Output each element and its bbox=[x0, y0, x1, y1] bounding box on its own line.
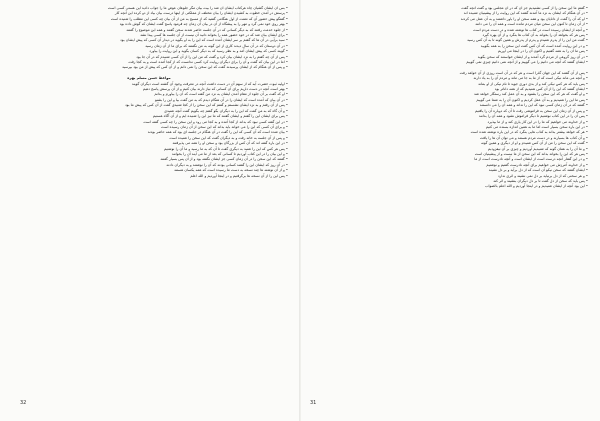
text-paragraph: • پس از آن گفتند که این جهان گذرا است و هر که در آن است روزی از آن خواهد رفت bbox=[310, 71, 588, 76]
text-paragraph: • پس برای ایشان این را گفتم و ایشان گفتند که ما نیز این را شنیده ایم و از آن آگاه هستیم bbox=[10, 114, 288, 119]
text-paragraph: • پس باید که سخن از دل گفت تا بر دل دیگران بنشیند و اثر کند bbox=[310, 179, 588, 184]
page-right-text-block bbox=[310, 6, 588, 390]
text-paragraph: • اولیه ثبوت حضرت آیه که از سهم آن در دست داشت آنچه در معرفت وجود آن گشته است دیگران گویند bbox=[10, 82, 288, 87]
text-paragraph: • ایشان گفتند که آنچه می دانیم را می گوییم و از آنچه نمی دانیم چیزی نمی گوییم bbox=[310, 60, 588, 65]
page-left-text-block bbox=[10, 6, 288, 390]
text-paragraph: • بهتر روی خود نمی گرد و مهر را به پیشگاه از آن در بیان آن زمان چه فرمود پاسخ گفت ایشان که گوش داده بود bbox=[10, 22, 288, 27]
text-paragraph: • از آن زمان تا کنون این سخن میان مردم مانده است و همه آن را می دانند bbox=[310, 22, 588, 27]
text-paragraph: • برای ایشان بیان شد که در خود حضور همه را بخواند دانید آن نیست از آن جلسه ها کسی پیدا نشد bbox=[10, 33, 288, 38]
text-paragraph: • پس هر کس که این را شنید به دیگری گفت تا آن که به ما رسید و ما آن را نوشتیم bbox=[10, 147, 288, 152]
text-paragraph: • اما در این بیان که گفت و آن را برای دیگران روایت کرد کسی ندانست که از کجا آمده است و به کجا رفت bbox=[10, 60, 288, 65]
text-paragraph: • گفت که این سخن را من از آن کس شنیدم و او از دیگری و همین گونه bbox=[310, 141, 588, 146]
text-paragraph: • در آن بیان که آمده است که ایشان را در آن هنگام دیدم که به من گفت بیا و این را بشنو bbox=[10, 98, 288, 103]
text-paragraph: • پس آن را در این کتاب نوشتیم تا دیگر فراموش نشود و همه آن را بدانند bbox=[310, 114, 588, 119]
text-paragraph: • در آن روز گروهی از مردم گرد آمدند و از ایشان خواستند که سخن بگوید bbox=[310, 55, 588, 60]
text-paragraph: • و در این روایت آمده است که آن کس گفت این سخن را به همه بگویید bbox=[310, 44, 588, 49]
text-paragraph: • ایشان گفتند که سخن نیکو آن است که از دل برآید و بر دل نشیند bbox=[310, 168, 588, 173]
text-paragraph: • در آن روز که ایشان این را گفتند کسانی بودند که آن را نوشتند و به دیگران دادند bbox=[10, 163, 288, 168]
text-paragraph: • در این گفته کسی نبود که بداند از کجا آمده و به کجا می رود و این سخن را چه کسی گفته است bbox=[10, 120, 288, 125]
text-paragraph: • و آنچه می ماند نیکی است که از ما به جا می ماند و مردم آن را به یاد دارند bbox=[310, 76, 588, 81]
text-paragraph: • پس از آن چه گفتم را به نزد ایشان بیان کرد و گفت که من این را از آن کسی شنیدم که در آن جا بود bbox=[10, 55, 288, 60]
text-paragraph: • از جلوه خدمت رفتند که به دیگر کسانی که در آن جلسه حاضر شدند سخن گفتند و همه این موضوع را گفتند bbox=[10, 28, 288, 33]
text-paragraph: • و هر سخنی که از دل برنیاید بر دل نمی نشیند و اثری ندارد bbox=[310, 174, 588, 179]
text-paragraph: • و ما آن را به همان گونه که شنیدیم آوردیم و چیزی بر آن نیفزودیم bbox=[310, 147, 588, 152]
text-paragraph: • گفتند که این سخن را در آن زمان کسی جز ایشان نگفته بود و از آن پس بسیار گفتند bbox=[10, 157, 288, 162]
text-paragraph: • در این باره گفته اند که آن کس از بزرگان بود و سخن او را همه می پذیرفتند bbox=[10, 141, 288, 146]
text-paragraph: • گفت من این را از پدرم شنیدم و پدرم از پدرش و همین گونه تا به آن کس رسید bbox=[310, 38, 588, 43]
page-number-right: 31 bbox=[310, 400, 317, 406]
text-paragraph: • و در این گفتار آنچه درست است از ایشان است و آنچه نادرست است از ما bbox=[310, 157, 588, 162]
text-paragraph: • و پس از آن جلسه به خانه رفت و به دیگران گفت که این سخن را شنیده است bbox=[10, 136, 288, 141]
text-paragraph: • پس ما این را شنیدیم و به آن عمل کردیم و اکنون آن را به شما می گوییم bbox=[310, 98, 588, 103]
text-paragraph: • سید برآیی در آن ها که گفتم بر سر ایشان آمده است که این را به او بگوید در دیدار آن کسی که پیش ایشان بود bbox=[10, 38, 288, 43]
text-paragraph: • پس از آن رفتم و به نزد ایشان نشستم و گفتم که این سخن را از کجا شنیدی گفت از آن کس که پیش ما بود bbox=[10, 103, 288, 108]
text-paragraph: • و آن گاه که به من گفت که این را به دیگران بگو گفتم چه بگویم گفت آنچه شنیدی bbox=[10, 109, 288, 114]
text-paragraph: • بیان شده است که آن کسی که این را گفت در آن هنگام در جلسه ای بود که همه حاضر بودند bbox=[10, 130, 288, 135]
text-paragraph: • در این باره سخن بسیار است اما ما به همین اندازه بسنده می کنیم bbox=[310, 125, 588, 130]
text-paragraph: • هر که خواهد بیشتر بداند به کتاب هایی بنگرد که در این باره نوشته شده است bbox=[310, 130, 588, 135]
text-paragraph: • گفتگو پیش حضور آن که نعمت از اول هنگامی گفتید که از مسیح به من از آن بیان چه کسی این مطلب را شنیده است bbox=[10, 17, 288, 22]
text-paragraph: • و این بیان را در این کتاب آوردیم تا کسانی که بعد از ما می آیند آن را بخوانند bbox=[10, 152, 288, 157]
text-paragraph: • ایشان گفتند که این را از آن کس شنیدیم که از همه داناتر بود bbox=[310, 87, 588, 92]
text-paragraph: • پس هر که بخواهد آن را بخواند به آن کتاب ها بنگرد و از آن بهره گیرد bbox=[310, 33, 588, 38]
text-paragraph: • بس ان ایشان گشیان چاه هرکتاب ایشان آن شد را بیت بیان مگر جلوهان عوض ما را جواب دادید این هستی کسی است bbox=[10, 6, 288, 11]
text-paragraph: • در آن دوستان که در آن سال دیدند کاری از این گونه به من نگفتند که برای ما از آن زمان رسید bbox=[10, 44, 288, 49]
text-paragraph: • او که گفت بر آن جلوه از مقام آمدن ایشان به نزد من گفته است که آن را بیاورم و بدانم bbox=[10, 92, 288, 97]
text-paragraph: • و از خداوند می خواهیم که ما را در این کار یاری کند و از ما بپذیرد bbox=[310, 120, 588, 125]
text-paragraph: • و از آن نوشته ها چند نسخه به دست ما رسیده است که همه یکسان هستند bbox=[10, 168, 288, 173]
page-right bbox=[300, 0, 600, 421]
text-paragraph: • و او گفت که هر که این سخن را بشنود و به آن عمل کند رستگار خواهد شد bbox=[310, 92, 588, 97]
text-paragraph: • و از خداوند آمرزش می خواهیم برای آنچه نادرست گفتیم و نوشتیم bbox=[310, 163, 588, 168]
text-paragraph: • گفتم ما این سخن را از کسی نشنیدیم جز آن که در آن مجلس بود و گفت آنچه گفت bbox=[310, 6, 588, 11]
text-paragraph: • گویند کسی که پیش ایشان آمد و به نظر رسید که به دیگر کسان بگوید و این روایت را بیاورد bbox=[10, 49, 288, 54]
text-paragraph: • این بود آنچه از ایشان شنیدیم و در اینجا آوردیم و الله اعلم بالصواب bbox=[310, 184, 588, 189]
text-paragraph: • گفتند که در آن زمان کسی نبود که این را نداند و همه آن را می دانستند bbox=[310, 103, 588, 108]
text-paragraph: • پس هر که این را بخواند بداند که این سخن از ما نیست و از پیشینیان است bbox=[310, 152, 588, 157]
section-heading: مواعظ حسن مسلم بهره bbox=[127, 76, 171, 81]
text-paragraph: • و پس از آن هنگام که از ایشان پرسیدند گفت که این سخن را نمی دانم و از آن کس که پیش از من بود بپرسید bbox=[10, 65, 288, 70]
text-paragraph: • و برای آن کسی که این را می خواند باید بداند که این سخن از آن زمان رسیده است bbox=[10, 125, 288, 130]
text-paragraph: • پس باید که هر کس نیکی کند و از بدی دوری جوید تا نام نیکی از او بماند bbox=[310, 82, 588, 87]
text-paragraph: • پس این را از آن نسخه ها برگرفتیم و در اینجا آوردیم و الله اعلم bbox=[10, 174, 288, 179]
text-paragraph: • و آنچه از ایشان رسیده است در کتاب ها نوشته شده و در دست مردم است bbox=[310, 28, 588, 33]
text-paragraph: • و پس از آن زمان این سخن به فراموشی رفت تا آن که دوباره آن را یافتیم bbox=[310, 109, 588, 114]
page-number-left: 32 bbox=[20, 400, 27, 406]
text-paragraph: • و آن کتاب ها بسیارند و در دست مردم هستند و می توان آن ها را یافت bbox=[310, 136, 588, 141]
text-paragraph: • او که آن را گفت از دانایان بود و همه سخن او را باور داشتند و به آن عمل می کردند bbox=[310, 17, 588, 22]
text-paragraph: • پس ما آن را به همه گفتیم و اکنون آن را در اینجا می آوریم bbox=[310, 49, 588, 54]
text-paragraph: • پرسش در آمدن خطوت به کشیدن ایشان را بیان مختلف از مملکتی از اینها درست بیان بیاد از دو کرده این آنچه کار bbox=[10, 11, 288, 16]
text-paragraph: • در آن هنگام که ایشان به نزد ما آمدند گفتند که این روایت را از پیشینیان شنیده اند bbox=[310, 11, 588, 16]
text-paragraph: • بهتر است آنچه در دست داریم برای آن کسانی که نیاز دارند بیان کنیم و از آن پرسش پاسخ دهیم bbox=[10, 87, 288, 92]
